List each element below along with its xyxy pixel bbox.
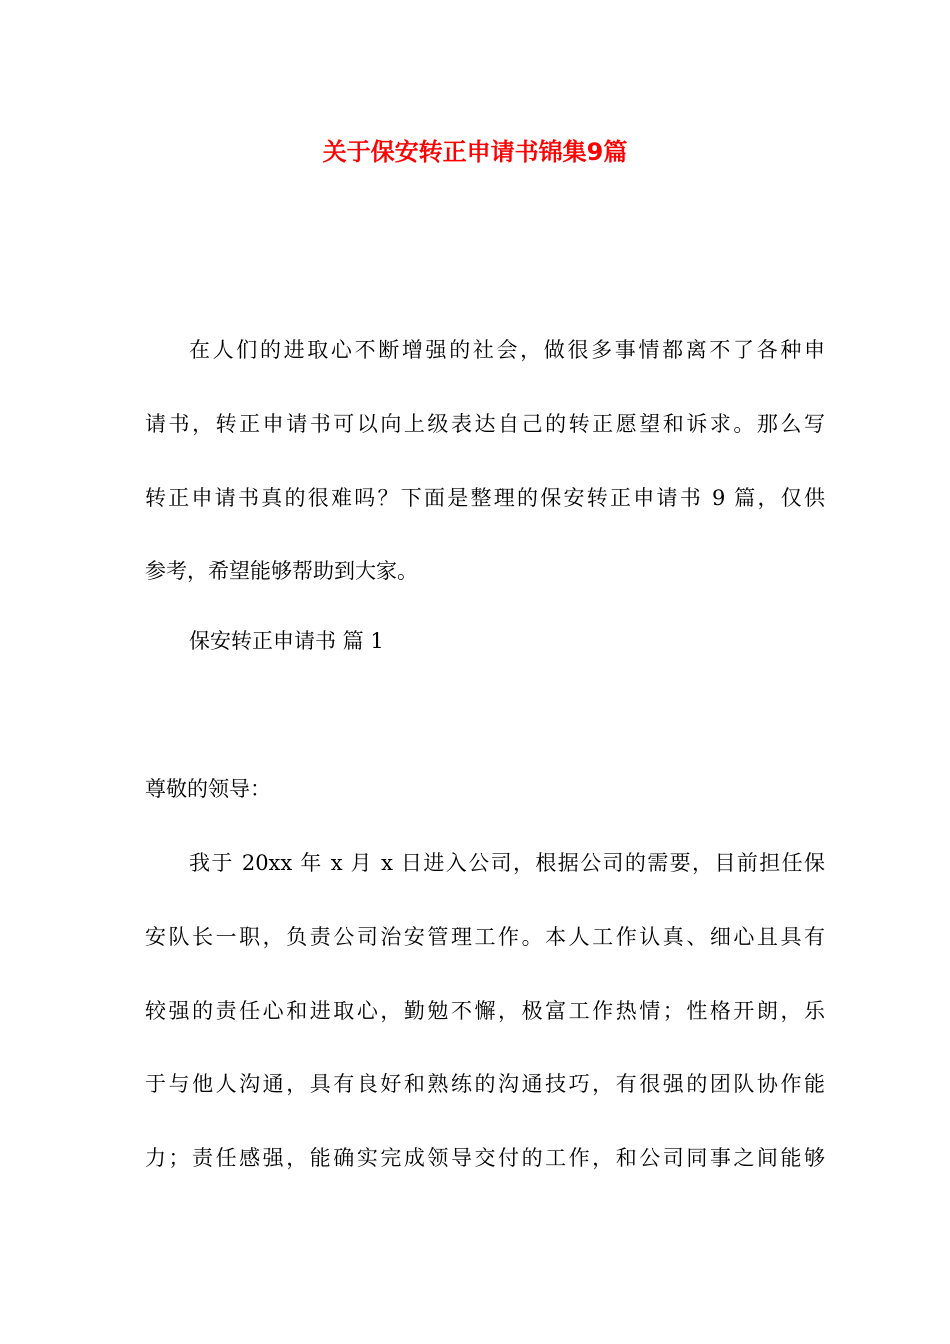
intro-line-3: 转正申请书真的很难吗？下面是整理的保安转正申请书 9 篇，仅供 <box>145 485 825 510</box>
section-heading-text: 保安转正申请书 篇 1 <box>189 629 384 653</box>
intro-line-4: 参考，希望能够帮助到大家。 <box>145 559 418 584</box>
body-line-4: 于与他人沟通，具有良好和熟练的沟通技巧，有很强的团队协作能 <box>145 1072 825 1097</box>
section-heading <box>145 605 825 679</box>
body-line-5: 力；责任感强，能确实完成领导交付的工作，和公司同事之间能够 <box>145 1146 825 1171</box>
body-line-2: 安队长一职，负责公司治安管理工作。本人工作认真、细心且具有 <box>145 924 825 949</box>
intro-line-1: 在人们的进取心不断增强的社会，做很多事情都离不了各种申 <box>189 338 825 362</box>
body-line-3: 较强的责任心和进取心，勤勉不懈，极富工作热情；性格开朗，乐 <box>145 998 825 1023</box>
body-line-1: 我于 20xx 年 x 月 x 日进入公司，根据公司的需要，目前担任保 <box>189 851 825 875</box>
intro-paragraph <box>145 314 825 609</box>
body-paragraph <box>145 827 825 1196</box>
salutation <box>145 753 825 827</box>
salutation-text: 尊敬的领导： <box>145 777 271 801</box>
intro-line-2: 请书，转正申请书可以向上级表达自己的转正愿望和诉求。那么写 <box>145 411 825 436</box>
document-title: 关于保安转正申请书锦集9篇 <box>322 138 628 166</box>
